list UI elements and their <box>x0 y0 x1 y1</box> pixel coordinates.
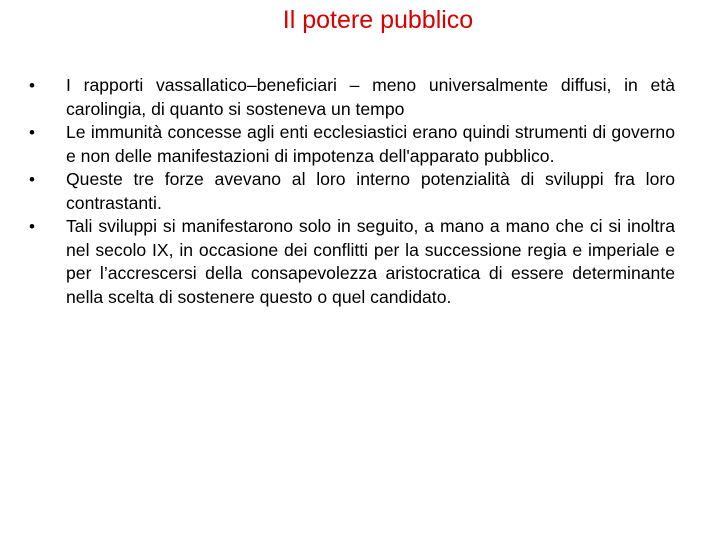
bullet-text: I rapporti vassallatico–beneficiari – meno universalmente diffusi, in età carolingia, di quanto si sosteneva un tempo <box>66 75 675 119</box>
slide-title: Il potere pubblico <box>282 6 474 34</box>
bullet-marker: • <box>29 170 35 189</box>
bullet-text: Queste tre forze avevano al loro interno potenzialità di sviluppi fra loro contrastanti. <box>66 169 675 213</box>
bullet-text: Le immunità concesse agli enti ecclesiastici erano quindi strumenti di governo e non delle manifestazioni di impotenza dell'apparato pubblico. <box>66 122 675 166</box>
bullet-marker: • <box>29 123 35 142</box>
bullet-marker: • <box>29 217 35 236</box>
bullet-marker: • <box>29 76 35 95</box>
bullet-text: Tali sviluppi si manifestarono solo in seguito, a mano a mano che ci si inoltra nel secolo IX, in occasione dei conflitti per la successione regia e imperiale e per l’accrescersi della consapevolezza aristocratica di essere determinante nella scelta di sostenere questo o quel candidato. <box>66 216 675 307</box>
bullet-list <box>29 74 675 309</box>
bullet-item-4 <box>29 215 675 309</box>
bullet-item-1 <box>29 74 675 121</box>
bullet-item-3 <box>29 168 675 215</box>
bullet-item-2 <box>29 121 675 168</box>
